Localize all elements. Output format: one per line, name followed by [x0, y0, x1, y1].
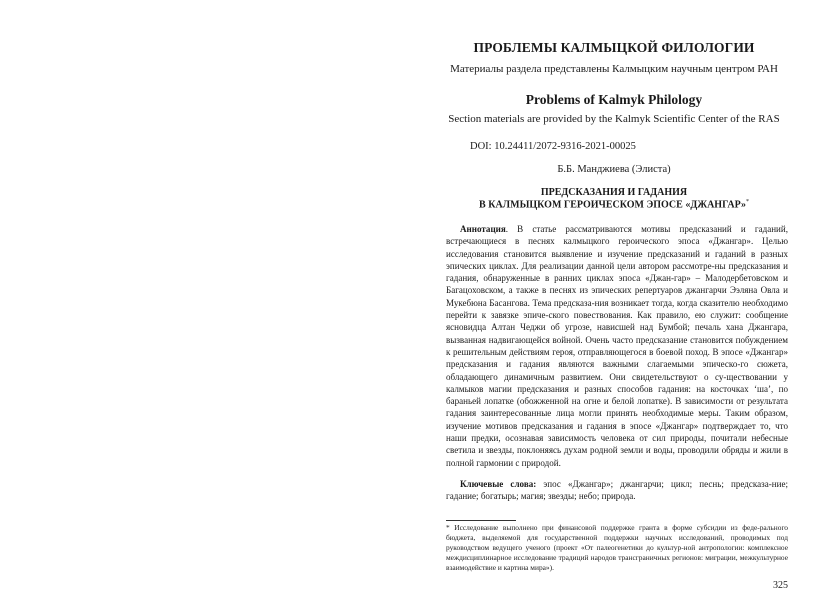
footnote: * Исследование выполнено при финансовой поддержке гранта в форме субсидии из феде-рального бюджета, выделяемой для государственной поддержки научных исследований, проводимых под руководством ведущего ученого (проект «От палеогенетики до культур-ной антропологии: комплексное междисциплинарное исследование традиций народов трансграничных регионов: миграции, межкультурное взаимодействие и картина мира»). [446, 523, 788, 572]
abstract [446, 223, 788, 469]
section-title-ru: ПРОБЛЕМЫ КАЛМЫЦКОЙ ФИЛОЛОГИИ [473, 40, 755, 55]
doi: DOI: 10.24411/2072-9316-2021-00025 [470, 141, 636, 152]
section-title-en: Problems of Kalmyk Philology [525, 92, 703, 107]
article-title-line2-text: В КАЛМЫЦКОМ ГЕРОИЧЕСКОМ ЭПОСЕ «ДЖАНГАР» [479, 199, 746, 211]
article-title-line1: ПРЕДСКАЗАНИЯ И ГАДАНИЯ [540, 187, 688, 198]
section-subtitle-en: Section materials are provided by the Kalmyk Scientific Center of the RAS [448, 113, 780, 125]
section-subtitle-ru: Материалы раздела представлены Калмыцким научным центром РАН [450, 63, 778, 75]
footnote-divider [446, 520, 516, 521]
keywords-text: эпос «Джангар»; джангарчи; цикл; песнь; предсказа-ние; гадание; богатырь; магия; звезды; небо; природа. [446, 479, 788, 502]
footnote-marker: * [745, 199, 749, 205]
page-number: 325 [773, 580, 788, 591]
keywords-label: Ключевые слова: [460, 479, 537, 489]
keywords [446, 478, 788, 503]
author: Б.Б. Манджиева (Элиста) [557, 164, 671, 175]
abstract-label: Аннотация [460, 224, 506, 234]
abstract-text: . В статье рассматриваются мотивы предсказаний и гаданий, встречающиеся в песнях калмыцкого героического эпоса «Джангар». Целью исследования становится выявление и изучение предсказаний и гаданий в разных эпических циклах. Для реализации данной цели автором рассмотре-ны предсказания и гадания, обнаруженные в ранних циклах эпоса «Джан-гар» – Малодербетовском и Багацоховском, а также в песнях из эпических репертуаров джангарчи Ээляна Овла и Мукебюна Басангова. Тема предсказа-ния возникает тогда, когда сказителю необходимо перейти к завязке эпиче-ского повествования. Как правило, ею служит: сообщение ясновидца Алтан Чеджи об угрозе, нависшей над Бумбой; печаль хана Джангара, вызванная надвигающейся войной. Очень часто предсказание становится побуждением к решительным действиям героя, отправляющегося в боевой поход. В эпосе «Джангар» предсказания и гадания являются важными слагаемыми эпическо-го сюжета, обладающего динамичным развитием. Они свидетельствуют о су-ществовании у калмыков магии предсказания и разных способов гадания: на косточках ‘ша’, по бараньей лопатке (обожженной на огне и белой лопатке). В зависимости от результата гадания заинтересованные лица могли принять необходимые меры. Таким образом, изучение мотивов предсказания и гадания в эпосе «Джангар» подтверждает то, что наши предки, осознавая зависимость человека от сил природы, почитали небесные светила и звезды, поклоняясь духам родной земли и воды, проводили обряды и жили в полной гармонии с природой. [446, 224, 788, 468]
article-title-line2 [440, 199, 788, 210]
